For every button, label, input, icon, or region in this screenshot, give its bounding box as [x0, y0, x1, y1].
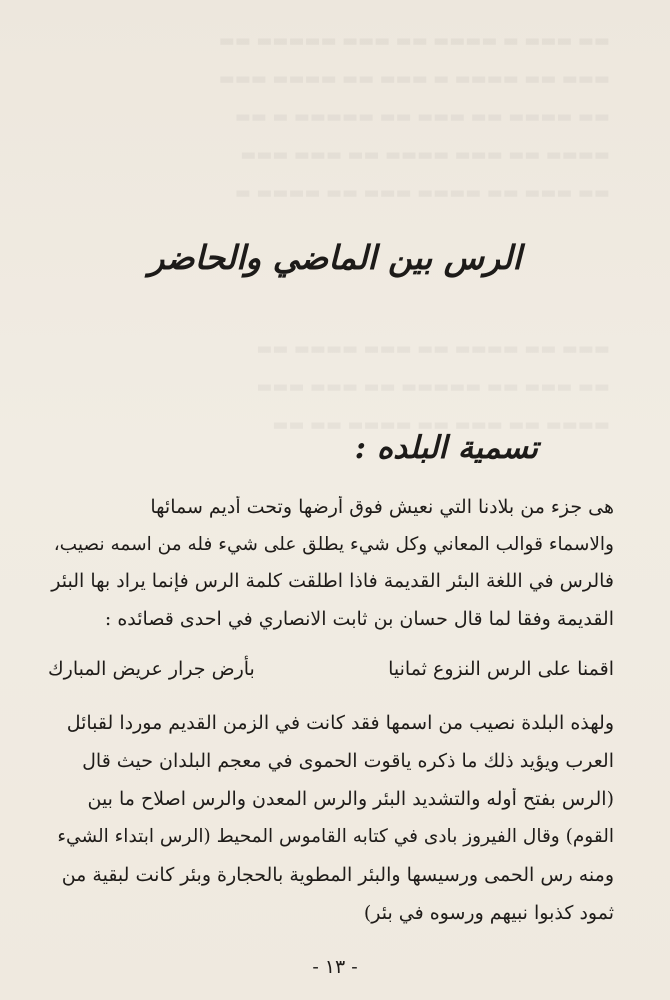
paragraph2-line-2: العرب ويؤيد ذلك ما ذكره ياقوت الحموى في معجم البلدان حيث قال	[82, 750, 614, 772]
show-through-texture-lower	[256, 330, 610, 444]
verse-second-hemistich: بأرض جرار عريض المبارك	[48, 658, 255, 680]
paragraph2-line-5: ومنه رس الحمى ورسيسها والبئر المطوية بالحجارة وبئر كانت لبقية من	[61, 864, 614, 886]
poem-verse	[48, 658, 614, 680]
section-heading: تسمية البلده :	[354, 430, 538, 466]
page-number: - ١٣ -	[312, 956, 358, 978]
show-through-texture	[219, 22, 610, 212]
paragraph2-line-1: ولهذه البلدة نصيب من اسمها فقد كانت في الزمن القديم موردا لقبائل	[66, 712, 614, 734]
paragraph1-line-4: القديمة وفقا لما قال حسان بن ثابت الانصاري في احدى قصائده :	[104, 608, 614, 630]
chapter-title: الرس بين الماضي والحاضر	[148, 238, 522, 277]
paragraph1-line-3: فالرس في اللغة البئر القديمة فاذا اطلقت كلمة الرس فإنما يراد بها البئر	[51, 570, 614, 592]
paragraph2-line-4: القوم) وقال الفيروز بادى في كتابه القاموس المحيط (الرس ابتداء الشيء	[57, 826, 614, 847]
paragraph2-line-6: ثمود كذبوا نبيهم ورسوه في بئر)	[363, 902, 614, 924]
paragraph1-line-1: هى جزء من بلادنا التي نعيش فوق أرضها وتحت أديم سمائها	[150, 496, 614, 518]
paragraph2-line-3: (الرس بفتح أوله والتشديد البئر والرس المعدن والرس اصلاح ما بين	[87, 788, 614, 810]
paragraph1-line-2: والاسماء قوالب المعاني وكل شيء يطلق على شيء فله من اسمه نصيب،	[53, 534, 614, 555]
verse-first-hemistich: اقمنا على الرس النزوع ثمانيا	[388, 658, 614, 680]
